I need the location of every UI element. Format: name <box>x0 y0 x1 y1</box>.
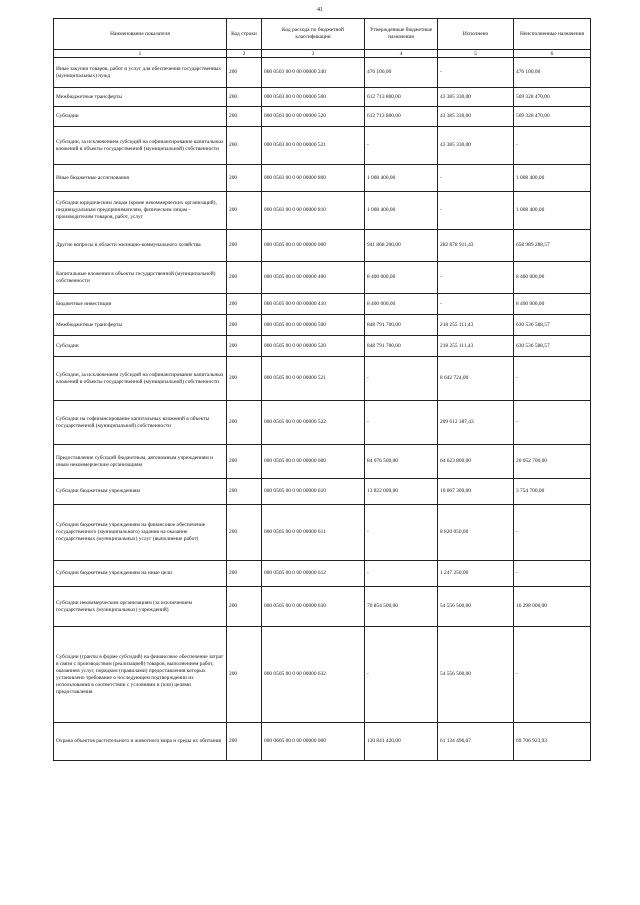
cell-unexecuted: 569 328 470,00 <box>514 88 591 107</box>
cell-budget-code: 000 0505 00 0 00 00000 400 <box>262 262 365 294</box>
cell-indicator-name: Субсидии <box>54 107 227 127</box>
cell-approved: 8 400 000,00 <box>365 294 438 315</box>
cell-executed: - <box>438 58 514 88</box>
cell-approved: - <box>365 401 438 445</box>
cell-line-code: 200 <box>227 192 262 230</box>
cell-unexecuted: 1 008 400,00 <box>514 165 591 192</box>
cell-indicator-name: Капитальные вложения в объекты государственной (муниципальной) собственности <box>54 262 227 294</box>
budget-execution-table <box>53 18 591 761</box>
header-executed: Исполнено <box>438 19 514 50</box>
cell-unexecuted: - <box>514 561 591 587</box>
cell-executed: - <box>438 192 514 230</box>
cell-unexecuted: 658 989 288,57 <box>514 230 591 262</box>
cell-budget-code: 000 0505 00 0 00 00000 521 <box>262 357 365 401</box>
table-row <box>54 294 591 315</box>
cell-executed: 54 556 500,00 <box>438 587 514 627</box>
table-row <box>54 165 591 192</box>
cell-unexecuted: 630 536 588,57 <box>514 315 591 336</box>
cell-line-code: 200 <box>227 445 262 479</box>
header-line-code: Код строки <box>227 19 262 50</box>
cell-budget-code: 000 0505 00 0 00 00000 611 <box>262 505 365 561</box>
cell-indicator-name: Охрана объектов растительного и животного мира и среды их обитания <box>54 723 227 761</box>
column-number: 3 <box>262 50 365 58</box>
cell-line-code: 200 <box>227 336 262 357</box>
cell-executed: 43 385 330,00 <box>438 107 514 127</box>
cell-unexecuted: 1 008 400,00 <box>514 192 591 230</box>
cell-line-code: 200 <box>227 479 262 505</box>
table-row <box>54 357 591 401</box>
cell-approved: 941 868 200,00 <box>365 230 438 262</box>
table-row <box>54 723 591 761</box>
table-row <box>54 401 591 445</box>
cell-unexecuted: 8 400 000,00 <box>514 294 591 315</box>
cell-unexecuted: - <box>514 505 591 561</box>
table-row <box>54 127 591 165</box>
cell-line-code: 200 <box>227 357 262 401</box>
cell-executed: 10 067 300,00 <box>438 479 514 505</box>
table-body <box>54 58 591 761</box>
cell-executed: 1 247 250,00 <box>438 561 514 587</box>
table-row <box>54 262 591 294</box>
cell-executed: 8 820 050,00 <box>438 505 514 561</box>
cell-indicator-name: Межбюджетные трансферты <box>54 315 227 336</box>
cell-approved: 8 400 000,00 <box>365 262 438 294</box>
cell-unexecuted: - <box>514 127 591 165</box>
cell-approved: 13 822 000,00 <box>365 479 438 505</box>
table-row <box>54 561 591 587</box>
column-number: 5 <box>438 50 514 58</box>
table-row <box>54 230 591 262</box>
cell-indicator-name: Субсидии <box>54 336 227 357</box>
cell-indicator-name: Предоставление субсидий бюджетным, автономным учреждениям и иным некоммерческим организациям <box>54 445 227 479</box>
cell-approved: 848 791 700,00 <box>365 336 438 357</box>
cell-executed: 43 385 330,00 <box>438 88 514 107</box>
cell-indicator-name: Межбюджетные трансферты <box>54 88 227 107</box>
cell-unexecuted: - <box>514 627 591 723</box>
cell-budget-code: 000 0505 00 0 00 00000 522 <box>262 401 365 445</box>
header-budget-code: Код расхода по бюджетной классификации <box>262 19 365 50</box>
cell-executed: 8 642 724,00 <box>438 357 514 401</box>
cell-unexecuted: 569 328 470,00 <box>514 107 591 127</box>
cell-approved: 612 713 800,00 <box>365 88 438 107</box>
cell-executed: 209 612 387,43 <box>438 401 514 445</box>
cell-executed: - <box>438 262 514 294</box>
column-number: 2 <box>227 50 262 58</box>
cell-indicator-name: Бюджетные инвестиции <box>54 294 227 315</box>
cell-budget-code: 000 0505 00 0 00 00000 410 <box>262 294 365 315</box>
cell-approved: 612 713 800,00 <box>365 107 438 127</box>
cell-line-code: 200 <box>227 127 262 165</box>
cell-unexecuted: - <box>514 357 591 401</box>
cell-line-code: 200 <box>227 262 262 294</box>
cell-budget-code: 000 0503 00 0 00 00000 521 <box>262 127 365 165</box>
table-row <box>54 627 591 723</box>
cell-line-code: 200 <box>227 230 262 262</box>
cell-unexecuted: 476 100,00 <box>514 58 591 88</box>
table-row <box>54 315 591 336</box>
cell-budget-code: 000 0505 00 0 00 00000 610 <box>262 479 365 505</box>
cell-indicator-name: Субсидии юридическим лицам (кроме некоммерческих организаций), индивидуальным предпринимателям, физическим лицам - производителям товаров, работ, услуг <box>54 192 227 230</box>
cell-line-code: 200 <box>227 561 262 587</box>
cell-budget-code: 000 0503 00 0 00 00000 520 <box>262 107 365 127</box>
cell-approved: - <box>365 357 438 401</box>
cell-budget-code: 000 0505 00 0 00 00000 600 <box>262 445 365 479</box>
table-row <box>54 445 591 479</box>
cell-indicator-name: Субсидии на софинансирование капитальных вложений в объекты государственной (муниципальной) собственности <box>54 401 227 445</box>
cell-approved: 130 841 420,00 <box>365 723 438 761</box>
table-row <box>54 88 591 107</box>
cell-approved: 1 008 400,00 <box>365 192 438 230</box>
cell-approved: 848 791 700,00 <box>365 315 438 336</box>
cell-budget-code: 000 0505 00 0 00 00000 630 <box>262 587 365 627</box>
cell-indicator-name: Субсидии бюджетным учреждениям на иные цели <box>54 561 227 587</box>
table-row <box>54 479 591 505</box>
cell-line-code: 200 <box>227 88 262 107</box>
cell-executed: 282 878 911,43 <box>438 230 514 262</box>
cell-executed: 218 255 111,43 <box>438 315 514 336</box>
cell-budget-code: 000 0503 00 0 00 00000 800 <box>262 165 365 192</box>
table-row <box>54 587 591 627</box>
cell-indicator-name: Другие вопросы в области жилищно-коммунального хозяйства <box>54 230 227 262</box>
cell-line-code: 200 <box>227 401 262 445</box>
cell-approved: 476 100,00 <box>365 58 438 88</box>
header-approved: Утвержденные бюджетные назначения <box>365 19 438 50</box>
cell-indicator-name: Субсидии некоммерческим организациям (за исключением государственных (муниципальных) учреждений) <box>54 587 227 627</box>
cell-approved: 84 676 500,00 <box>365 445 438 479</box>
page-number: 41 <box>317 7 323 13</box>
cell-line-code: 200 <box>227 587 262 627</box>
cell-budget-code: 000 0505 00 0 00 00000 612 <box>262 561 365 587</box>
cell-indicator-name: Субсидии, за исключением субсидий на софинансирование капитальных вложений в объекты государственной (муниципальной) собственности <box>54 357 227 401</box>
cell-budget-code: 000 0503 00 0 00 00000 240 <box>262 58 365 88</box>
cell-budget-code: 000 0503 00 0 00 00000 500 <box>262 88 365 107</box>
header-unexecuted: Неисполненные назначения <box>514 19 591 50</box>
table-row <box>54 192 591 230</box>
cell-indicator-name: Субсидии бюджетным учреждениям <box>54 479 227 505</box>
cell-approved: 70 854 500,00 <box>365 587 438 627</box>
column-number-row <box>54 50 591 58</box>
cell-executed: - <box>438 165 514 192</box>
cell-approved: - <box>365 127 438 165</box>
table-row <box>54 58 591 88</box>
cell-unexecuted: 630 536 588,57 <box>514 336 591 357</box>
cell-indicator-name: Иные бюджетные ассигнования <box>54 165 227 192</box>
column-number: 4 <box>365 50 438 58</box>
cell-unexecuted: - <box>514 401 591 445</box>
cell-line-code: 200 <box>227 723 262 761</box>
cell-line-code: 200 <box>227 58 262 88</box>
cell-indicator-name: Субсидии, за исключением субсидий на софинансирование капитальных вложений в объекты государственной (муниципальной) собственности <box>54 127 227 165</box>
cell-budget-code: 000 0505 00 0 00 00000 520 <box>262 336 365 357</box>
cell-line-code: 200 <box>227 627 262 723</box>
cell-approved: 1 008 400,00 <box>365 165 438 192</box>
header-indicator-name: Наименование показателя <box>54 19 227 50</box>
cell-unexecuted: 3 754 700,00 <box>514 479 591 505</box>
table-row <box>54 505 591 561</box>
cell-line-code: 200 <box>227 107 262 127</box>
cell-executed: 61 134 496,07 <box>438 723 514 761</box>
cell-executed: 218 255 111,43 <box>438 336 514 357</box>
table-row <box>54 107 591 127</box>
cell-approved: - <box>365 561 438 587</box>
cell-line-code: 200 <box>227 505 262 561</box>
cell-budget-code: 000 0505 00 0 00 00000 632 <box>262 627 365 723</box>
table-header-row <box>54 19 591 50</box>
cell-executed: 54 556 500,00 <box>438 627 514 723</box>
cell-indicator-name: Субсидии (гранты в форме субсидий) на финансовое обеспечение затрат в связи с производством (реализацией) товаров, выполнением работ, оказанием услуг, порядком (правилами) предоставления которых установлено требование о последующем подтверждении их использования в соответствии с условиями и (или) целями предоставления <box>54 627 227 723</box>
column-number: 1 <box>54 50 227 58</box>
cell-unexecuted: 8 400 000,00 <box>514 262 591 294</box>
cell-line-code: 200 <box>227 165 262 192</box>
cell-executed: - <box>438 294 514 315</box>
cell-approved: - <box>365 627 438 723</box>
cell-indicator-name: Иные закупки товаров, работ и услуг для обеспечения государственных (муниципальных) нужд <box>54 58 227 88</box>
cell-budget-code: 000 0505 00 0 00 00000 000 <box>262 230 365 262</box>
column-number: 6 <box>514 50 591 58</box>
cell-unexecuted: 69 706 923,93 <box>514 723 591 761</box>
table-row <box>54 336 591 357</box>
cell-approved: - <box>365 505 438 561</box>
cell-budget-code: 000 0503 00 0 00 00000 810 <box>262 192 365 230</box>
cell-budget-code: 000 0605 00 0 00 00000 000 <box>262 723 365 761</box>
cell-executed: 43 385 330,00 <box>438 127 514 165</box>
cell-executed: 64 623 800,00 <box>438 445 514 479</box>
cell-unexecuted: 16 298 000,00 <box>514 587 591 627</box>
cell-line-code: 200 <box>227 315 262 336</box>
cell-line-code: 200 <box>227 294 262 315</box>
cell-unexecuted: 20 052 700,00 <box>514 445 591 479</box>
cell-budget-code: 000 0505 00 0 00 00000 500 <box>262 315 365 336</box>
cell-indicator-name: Субсидии бюджетным учреждениям на финансовое обеспечение государственного (муниципального) задания на оказание государственных (муниципальных) услуг (выполнение работ) <box>54 505 227 561</box>
